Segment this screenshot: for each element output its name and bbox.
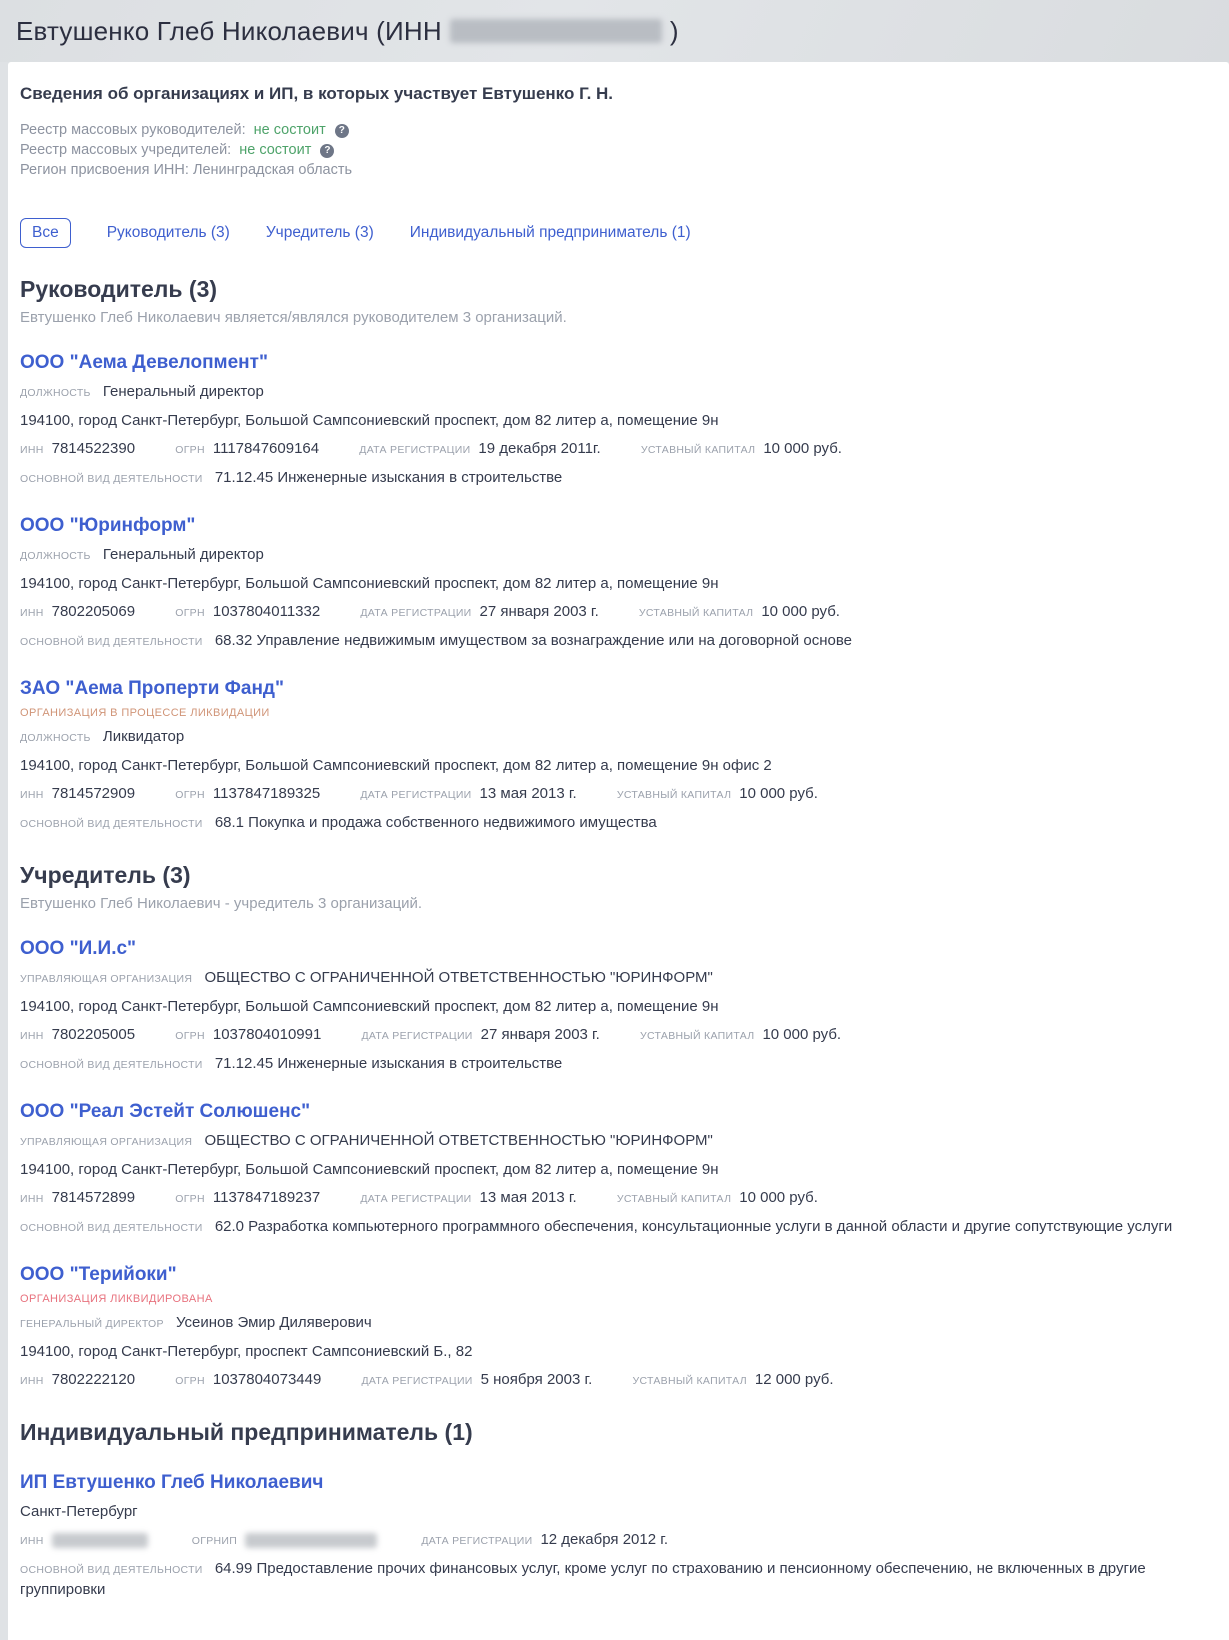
- tab-all[interactable]: Все: [20, 218, 71, 248]
- org-link[interactable]: ООО "Терийоки": [20, 1264, 177, 1285]
- reg-date-label: ДАТА РЕГИСТРАЦИИ: [360, 607, 472, 619]
- reg-date-value: 13 мая 2013 г.: [479, 785, 577, 802]
- tab-founder[interactable]: Учредитель (3): [265, 224, 374, 241]
- capital-value: 12 000 руб.: [754, 1371, 834, 1388]
- mass-directors-line: [20, 120, 1205, 140]
- capital-label: УСТАВНЫЙ КАПИТАЛ: [616, 1193, 732, 1205]
- org-role-row: [20, 727, 1205, 748]
- org-address: 194100, город Санкт-Петербург, Большой Сампсониевский проспект, дом 82 литер а, помещение 9н: [20, 1161, 719, 1178]
- org-block: [20, 938, 1205, 1075]
- org-stats-row: [20, 784, 1205, 805]
- participation-card: [8, 62, 1229, 1640]
- org-address: 194100, город Санкт-Петербург, Большой Сампсониевский проспект, дом 82 литер а, помещение 9н: [20, 412, 719, 429]
- org-block: [20, 1264, 1205, 1391]
- okved-label: ОСНОВНОЙ ВИД ДЕЯТЕЛЬНОСТИ: [20, 1059, 203, 1071]
- ogrn-label: ОГРН: [175, 1193, 205, 1205]
- entrepreneur-block: [20, 1472, 1205, 1600]
- ogrn-label: ОГРН: [175, 607, 205, 619]
- tab-entrepreneur[interactable]: Индивидуальный предприниматель (1): [409, 224, 691, 241]
- page-title: Евтушенко Глеб Николаевич (ИНН: [16, 15, 442, 46]
- org-okved-row: [20, 1054, 1205, 1075]
- inn-value: 7802205005: [51, 1026, 136, 1043]
- tab-director[interactable]: Руководитель (3): [106, 224, 230, 241]
- inn-label: ИНН: [20, 1193, 44, 1205]
- inn-label: ИНН: [20, 444, 44, 456]
- card-title: Сведения об организациях и ИП, в которых участвует Евтушенко Г. Н.: [20, 84, 614, 103]
- org-role-row: [20, 382, 1205, 403]
- ogrn-value: 1037804011332: [212, 603, 321, 620]
- section-founder-subtitle: Евтушенко Глеб Николаевич - учредитель 3 организаций.: [20, 895, 423, 912]
- okved-label: ОСНОВНОЙ ВИД ДЕЯТЕЛЬНОСТИ: [20, 818, 203, 830]
- managing-org-value: ОБЩЕСТВО С ОГРАНИЧЕННОЙ ОТВЕТСТВЕННОСТЬЮ "ЮРИНФОРМ": [204, 1132, 713, 1149]
- entrepreneur-city: Санкт-Петербург: [20, 1503, 138, 1520]
- capital-value: 10 000 руб.: [739, 1189, 818, 1206]
- ogrnip-label: ОГРНИП: [191, 1535, 238, 1547]
- org-stats-row: [20, 1025, 1205, 1046]
- okved-value: 71.12.45 Инженерные изыскания в строительстве: [214, 1055, 563, 1072]
- org-link[interactable]: ООО "Юринформ": [20, 515, 196, 536]
- org-stats-row: [20, 1370, 1205, 1391]
- okved-value: 71.12.45 Инженерные изыскания в строительстве: [214, 469, 563, 486]
- inn-label: ИНН: [20, 607, 44, 619]
- org-okved-row: [20, 631, 1205, 652]
- capital-label: УСТАВНЫЙ КАПИТАЛ: [632, 1375, 747, 1387]
- ogrn-value: 1137847189325: [212, 785, 321, 802]
- capital-label: УСТАВНЫЙ КАПИТАЛ: [640, 1030, 755, 1042]
- page-header: [0, 0, 1229, 62]
- inn-value: 7814522390: [51, 440, 136, 457]
- org-address: 194100, город Санкт-Петербург, Большой Сампсониевский проспект, дом 82 литер а, помещение 9н: [20, 998, 719, 1015]
- org-link[interactable]: ООО "И.И.с": [20, 938, 137, 959]
- org-role-row: [20, 968, 1205, 989]
- section-director-subtitle: Евтушенко Глеб Николаевич является/являлся руководителем 3 организаций.: [20, 309, 567, 326]
- org-block: [20, 1101, 1205, 1238]
- reg-date-label: ДАТА РЕГИСТРАЦИИ: [359, 444, 471, 456]
- inn-label: ИНН: [20, 1535, 44, 1547]
- reg-date-label: ДАТА РЕГИСТРАЦИИ: [421, 1535, 533, 1547]
- org-stats-row: [20, 439, 1205, 460]
- ogrn-label: ОГРН: [175, 789, 205, 801]
- ogrn-label: ОГРН: [175, 1030, 205, 1042]
- mass-directors-value: не состоит: [253, 122, 326, 138]
- help-icon[interactable]: ?: [335, 124, 349, 138]
- capital-label: УСТАВНЫЙ КАПИТАЛ: [640, 444, 756, 456]
- mass-founders-label: Реестр массовых учредителей:: [20, 142, 232, 158]
- reg-date-label: ДАТА РЕГИСТРАЦИИ: [360, 1193, 472, 1205]
- reg-date-value: 13 мая 2013 г.: [479, 1189, 577, 1206]
- ogrn-value: 1117847609164: [212, 440, 320, 457]
- capital-value: 10 000 руб.: [762, 1026, 842, 1043]
- okved-value: 68.32 Управление недвижимым имуществом за вознаграждение или на договорной основе: [214, 632, 852, 649]
- page-title-suffix: ): [669, 15, 679, 46]
- inn-region-label: Регион присвоения ИНН:: [20, 162, 189, 178]
- capital-label: УСТАВНЫЙ КАПИТАЛ: [638, 607, 754, 619]
- redacted-inn-value: [450, 19, 662, 43]
- role-label: ДОЛЖНОСТЬ: [20, 732, 91, 744]
- entrepreneur-link[interactable]: ИП Евтушенко Глеб Николаевич: [20, 1472, 324, 1493]
- redacted-inn-value: [52, 1533, 148, 1548]
- ogrn-label: ОГРН: [175, 1375, 205, 1387]
- role-label: ДОЛЖНОСТЬ: [20, 387, 91, 399]
- org-address: 194100, город Санкт-Петербург, Большой Сампсониевский проспект, дом 82 литер а, помещение 9н офис 2: [20, 757, 772, 774]
- org-role-row: [20, 545, 1205, 566]
- reg-date-label: ДАТА РЕГИСТРАЦИИ: [361, 1030, 473, 1042]
- inn-value: 7814572899: [51, 1189, 136, 1206]
- org-link[interactable]: ООО "Реал Эстейт Солюшенс": [20, 1101, 311, 1122]
- reg-date-label: ДАТА РЕГИСТРАЦИИ: [360, 789, 472, 801]
- entrepreneur-stats-row: [20, 1530, 1205, 1551]
- org-stats-row: [20, 1188, 1205, 1209]
- inn-label: ИНН: [20, 1375, 44, 1387]
- okved-label: ОСНОВНОЙ ВИД ДЕЯТЕЛЬНОСТИ: [20, 636, 203, 648]
- org-stats-row: [20, 602, 1205, 623]
- inn-region-line: [20, 160, 1205, 180]
- reg-date-value: 27 января 2003 г.: [480, 1026, 600, 1043]
- capital-value: 10 000 руб.: [761, 603, 840, 620]
- mass-founders-value: не состоит: [239, 142, 312, 158]
- okved-value: 64.99 Предоставление прочих финансовых услуг, кроме услуг по страхованию и пенсионному обеспечению, не включенных в другие группировки: [20, 1560, 1146, 1598]
- okved-value: 68.1 Покупка и продажа собственного недвижимого имущества: [214, 814, 657, 831]
- section-entrepreneur-heading: Индивидуальный предприниматель (1): [20, 1419, 473, 1445]
- org-role-row: [20, 1313, 1205, 1334]
- redacted-ogrnip-value: [245, 1533, 377, 1548]
- managing-org-label: УПРАВЛЯЮЩАЯ ОРГАНИЗАЦИЯ: [20, 973, 193, 985]
- org-address: 194100, город Санкт-Петербург, проспект Сампсониевский Б., 82: [20, 1343, 473, 1360]
- inn-value: 7802205069: [51, 603, 136, 620]
- org-okved-row: [20, 1217, 1205, 1238]
- role-value: Генеральный директор: [102, 546, 264, 563]
- role-label: ДОЛЖНОСТЬ: [20, 550, 91, 562]
- entrepreneur-okved-row: [20, 1559, 1205, 1600]
- reg-date-value: 19 декабря 2011г.: [478, 440, 601, 457]
- capital-label: УСТАВНЫЙ КАПИТАЛ: [616, 789, 732, 801]
- help-icon[interactable]: ?: [320, 144, 334, 158]
- inn-region-value: Ленинградская область: [192, 162, 353, 178]
- capital-value: 10 000 руб.: [739, 785, 818, 802]
- reg-date-value: 27 января 2003 г.: [479, 603, 599, 620]
- mass-directors-label: Реестр массовых руководителей:: [20, 122, 246, 138]
- general-director-value: Усеинов Эмир Диляверович: [176, 1314, 372, 1331]
- inn-value: 7814572909: [51, 785, 136, 802]
- role-value: Генеральный директор: [102, 383, 264, 400]
- org-status-badge: ОРГАНИЗАЦИЯ ЛИКВИДИРОВАНА: [20, 1293, 213, 1305]
- inn-value: 7802222120: [51, 1371, 136, 1388]
- okved-value: 62.0 Разработка компьютерного программного обеспечения, консультационные услуги в данной области и другие сопутствующие услуги: [214, 1218, 1173, 1235]
- org-status-badge: ОРГАНИЗАЦИЯ В ПРОЦЕССЕ ЛИКВИДАЦИИ: [20, 707, 270, 719]
- section-founder-heading: Учредитель (3): [20, 862, 191, 888]
- reg-date-label: ДАТА РЕГИСТРАЦИИ: [361, 1375, 473, 1387]
- org-okved-row: [20, 813, 1205, 834]
- filter-tabs: [20, 218, 1205, 248]
- capital-value: 10 000 руб.: [763, 440, 842, 457]
- managing-org-label: УПРАВЛЯЮЩАЯ ОРГАНИЗАЦИЯ: [20, 1136, 193, 1148]
- ogrn-value: 1037804010991: [212, 1026, 322, 1043]
- reg-date-value: 12 декабря 2012 г.: [540, 1531, 669, 1548]
- org-link[interactable]: ЗАО "Аема Проперти Фанд": [20, 678, 284, 699]
- org-okved-row: [20, 468, 1205, 489]
- org-block: [20, 515, 1205, 652]
- okved-label: ОСНОВНОЙ ВИД ДЕЯТЕЛЬНОСТИ: [20, 1222, 203, 1234]
- reg-date-value: 5 ноября 2003 г.: [480, 1371, 593, 1388]
- managing-org-value: ОБЩЕСТВО С ОГРАНИЧЕННОЙ ОТВЕТСТВЕННОСТЬЮ "ЮРИНФОРМ": [204, 969, 713, 986]
- org-link[interactable]: ООО "Аема Девелопмент": [20, 352, 268, 373]
- general-director-label: ГЕНЕРАЛЬНЫЙ ДИРЕКТОР: [20, 1318, 164, 1330]
- ogrn-value: 1137847189237: [212, 1189, 321, 1206]
- ogrn-label: ОГРН: [175, 444, 205, 456]
- org-block: [20, 678, 1205, 834]
- section-director-heading: Руководитель (3): [20, 276, 218, 302]
- ogrn-value: 1037804073449: [212, 1371, 322, 1388]
- org-address: 194100, город Санкт-Петербург, Большой Сампсониевский проспект, дом 82 литер а, помещение 9н: [20, 575, 719, 592]
- inn-label: ИНН: [20, 1030, 44, 1042]
- org-role-row: [20, 1131, 1205, 1152]
- okved-label: ОСНОВНОЙ ВИД ДЕЯТЕЛЬНОСТИ: [20, 473, 203, 485]
- org-block: [20, 352, 1205, 489]
- okved-label: ОСНОВНОЙ ВИД ДЕЯТЕЛЬНОСТИ: [20, 1564, 203, 1576]
- role-value: Ликвидатор: [102, 728, 185, 745]
- inn-label: ИНН: [20, 789, 44, 801]
- mass-founders-line: [20, 140, 1205, 160]
